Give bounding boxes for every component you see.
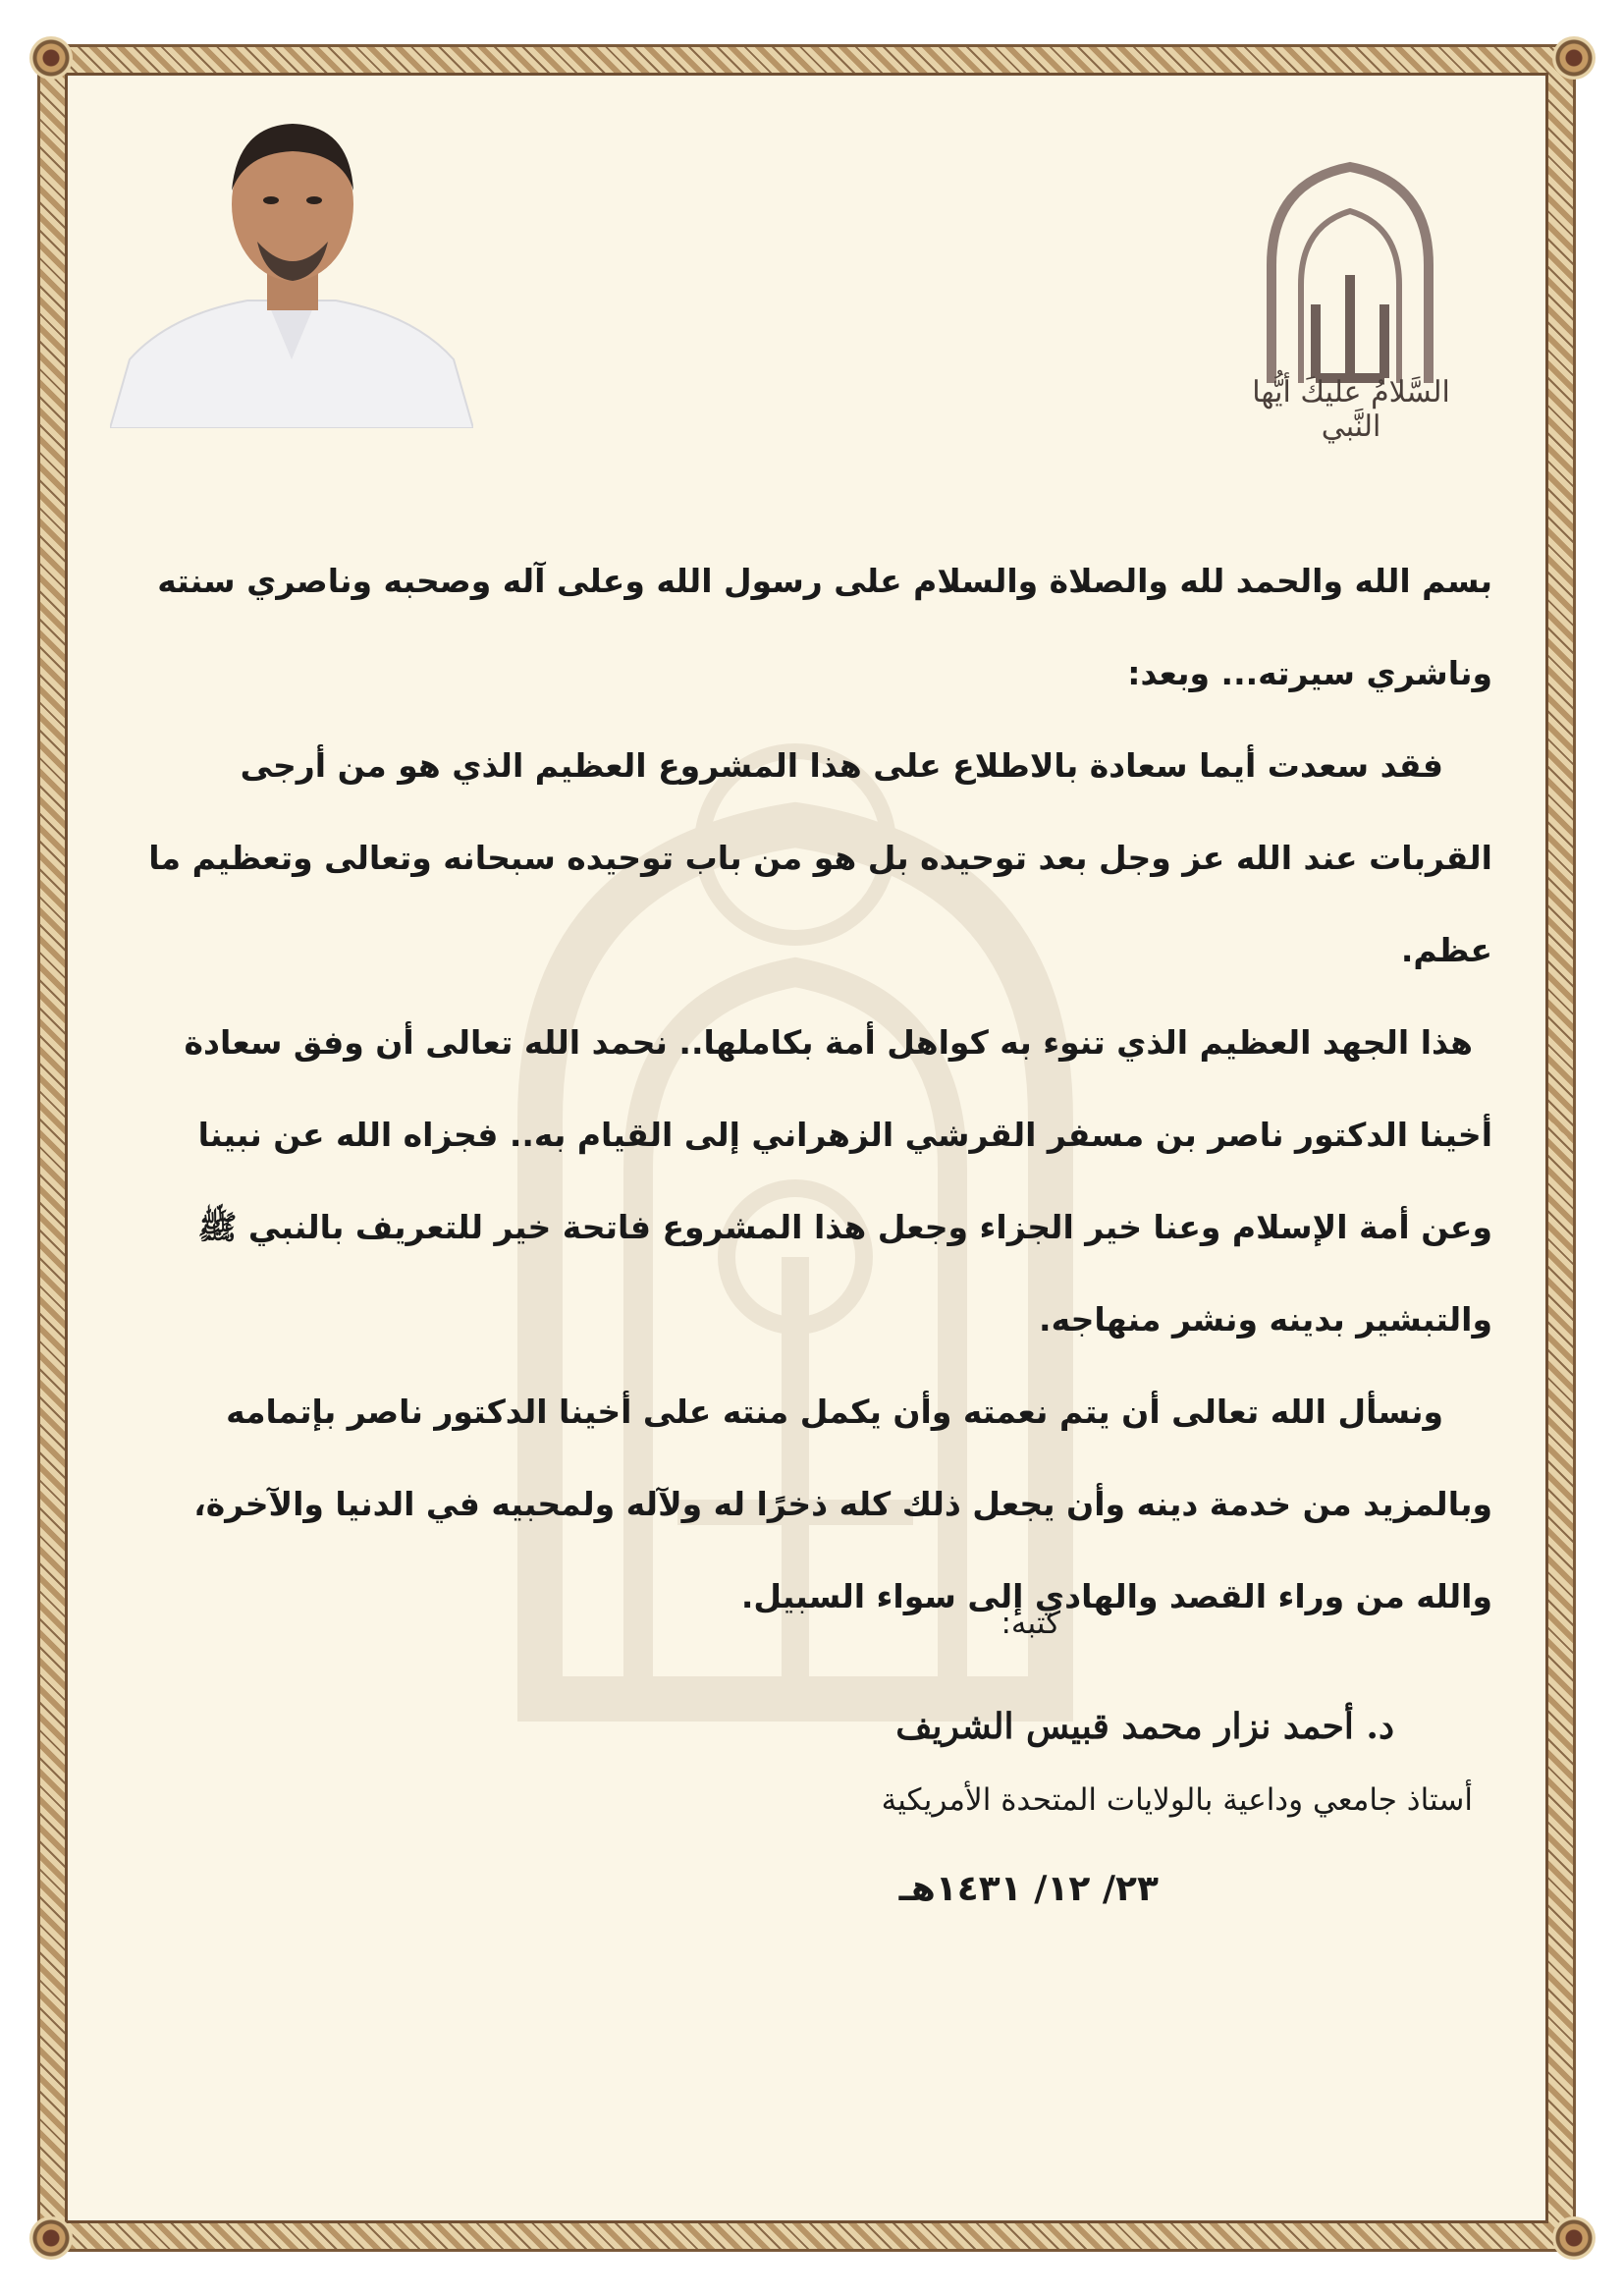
paragraph: ونسأل الله تعالى أن يتم نعمته وأن يكمل منته على أخينا الدكتور ناصر بإتمامه وبالمزيد من خدمة دينه وأن يجعل ذلك كله ذخرًا له ولآله ولمحبيه في الدنيا والآخرة، والله من وراء القصد والهادي إلى سواء السبيل. — [193, 1393, 1492, 1615]
corner-ornament — [29, 2216, 73, 2260]
signer-title: أستاذ جامعي وداعية بالولايات المتحدة الأمريكية — [881, 1782, 1473, 1818]
corner-ornament — [1552, 2216, 1596, 2260]
logo-caption: السَّلامُ عليكَ أيُّها النَّبي — [1252, 375, 1450, 444]
signer-name: د. أحمد نزار محمد قبيس الشريف — [895, 1706, 1394, 1747]
letter-body — [118, 535, 1492, 1643]
paragraph: بسم الله والحمد لله والصلاة والسلام على رسول الله وعلى آله وصحبه وناصري سنته وناشري سيرته... وبعد: — [157, 562, 1492, 692]
corner-ornament — [1552, 36, 1596, 80]
corner-ornament — [29, 36, 73, 80]
written-by-label: كتبه: — [1001, 1606, 1060, 1641]
paragraph: هذا الجهد العظيم الذي تنوء به كواهل أمة بكاملها.. نحمد الله تعالى أن وفق سعادة أخينا الدكتور ناصر بن مسفر القرشي الزهراني إلى القيام به.. فجزاه الله عن نبينا وعن أمة الإسلام وعنا خير الجزاء وجعل هذا المشروع فاتحة خير للتعريف بالنبي ﷺ والتبشير بدينه ونشر منهاجه. — [184, 1023, 1492, 1339]
paragraph: فقد سعدت أيما سعادة بالاطلاع على هذا المشروع العظيم الذي هو من أرجى القربات عند الله عز وجل بعد توحيده بل هو من باب توحيده سبحانه وتعالى وتعظيم ما عظم. — [148, 746, 1492, 969]
author-portrait — [110, 114, 473, 428]
letter-date: ٢٣/ ١٢/ ١٤٣١هـ — [898, 1869, 1159, 1909]
